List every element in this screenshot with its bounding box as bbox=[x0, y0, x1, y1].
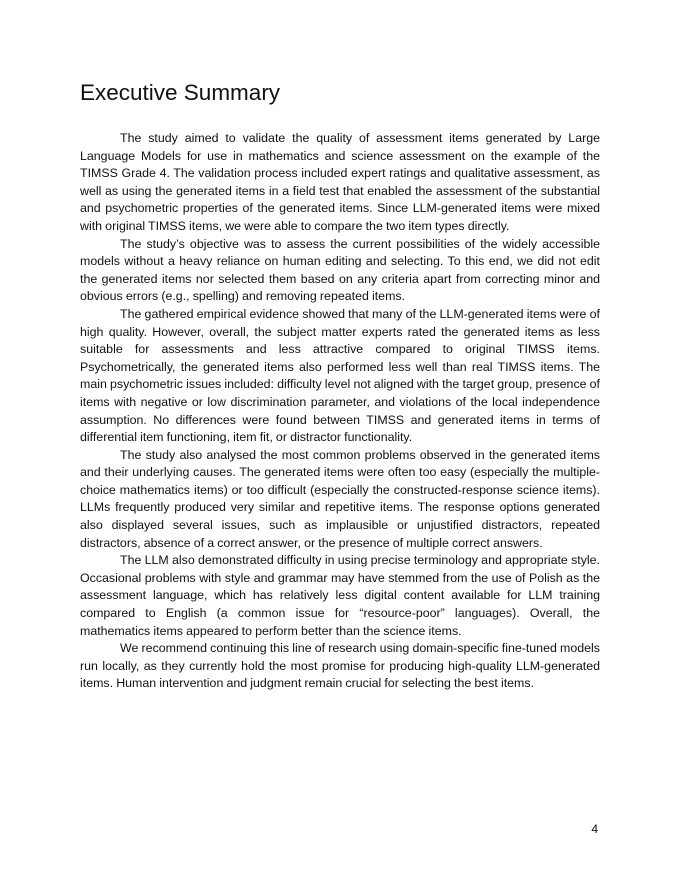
paragraph-empirical-evidence: The gathered empirical evidence showed that many of the LLM-generated items were of high quality. However, overall, the subject matter experts rated the generated items as less suitable for assessments and less attractive compared to original TIMSS items. Psychometrically, the generated items also performed less well than real TIMSS items. The main psychometric issues included: difficulty level not aligned with the target group, presence of items with negative or low discrimination parameter, and violations of the local independence assumption. No differences were found between TIMSS and generated items in terms of differential item functioning, item fit, or distractor functionality. bbox=[80, 306, 601, 445]
page-number: 4 bbox=[591, 822, 598, 836]
paragraph-terminology-style: The LLM also demonstrated difficulty in using precise terminology and appropriate style. Occasional problems with style and grammar may have stemmed from the use of Polish as the assessment language, which has relatively less digital content available for LLM training compared to English (a common issue for “resource-poor” languages). Overall, the mathematics items appeared to perform better than the science items. bbox=[80, 553, 600, 638]
paragraph-study-objective: The study’s objective was to assess the current possibilities of the widely accessible models without a heavy reliance on human editing and selecting. To this end, we did not edit the generated items nor selected them based on any criteria apart from correcting minor and obvious errors (e.g., spelling) and removing repeated items. bbox=[80, 236, 600, 304]
paragraph-recommendation: We recommend continuing this line of research using domain-specific fine-tuned models run locally, as they currently hold the most promise for producing high-quality LLM-generated items. Human intervention and judgment remain crucial for selecting the best items. bbox=[80, 641, 600, 691]
executive-summary-body bbox=[80, 130, 600, 693]
paragraph-study-aim: The study aimed to validate the quality of assessment items generated by Large Language Models for use in mathematics and science assessment on the example of the TIMSS Grade 4. The validation process included expert ratings and qualitative assessment, as well as using the generated items in a field test that enabled the assessment of the substantial and psychometric properties of the generated items. Since LLM-generated items were mixed with original TIMSS items, we were able to compare the two item types directly. bbox=[80, 131, 600, 233]
section-title: Executive Summary bbox=[80, 80, 281, 105]
paragraph-common-problems: The study also analysed the most common problems observed in the generated items and their underlying causes. The generated items were often too easy (especially the multiple-choice mathematics items) or too difficult (especially the constructed-response science items). LLMs frequently produced very similar and repetitive items. The response options generated also displayed several issues, such as implausible or unjustified distractors, repeated distractors, absence of a correct answer, or the presence of multiple correct answers. bbox=[80, 447, 600, 550]
